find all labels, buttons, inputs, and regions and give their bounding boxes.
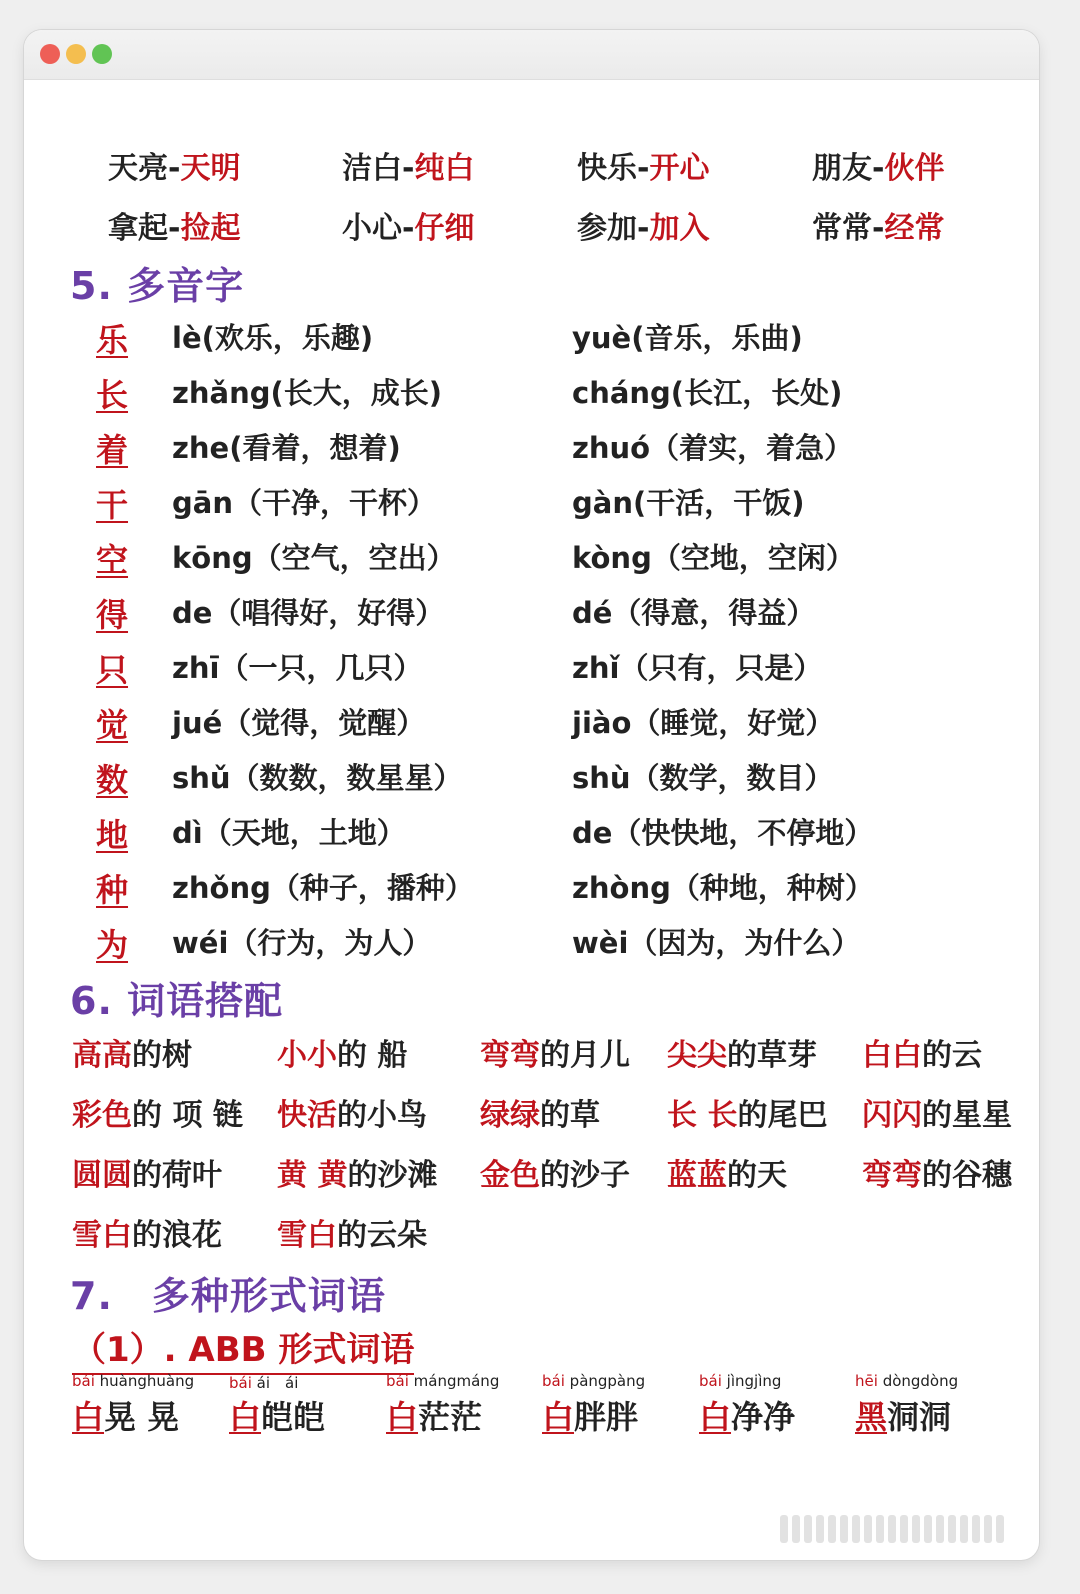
polyphone-char: 得 (96, 596, 129, 634)
abb-chars: 白净净 (699, 1398, 796, 1436)
synonym-pair: 参加-加入 (577, 211, 710, 246)
polyphone-reading-2: kòng（空地，空闲） (572, 541, 855, 575)
polyphone-char: 只 (96, 651, 129, 689)
abb-chars: 白皑皑 (229, 1398, 326, 1436)
collocation-phrase: 白白的云 (862, 1038, 982, 1073)
abb-chars: 白茫茫 (386, 1398, 483, 1436)
collocation-phrase: 彩色的 项 链 (72, 1098, 243, 1133)
synonym-pair: 常常-经常 (812, 211, 945, 246)
synonym-pair: 拿起-捡起 (108, 211, 241, 246)
polyphone-reading-2: jiào（睡觉，好觉） (572, 706, 835, 740)
synonym-pair: 天亮-天明 (108, 151, 241, 186)
polyphone-reading-2: zhuó（着实，着急） (572, 431, 854, 465)
collocation-phrase: 蓝蓝的天 (667, 1158, 787, 1193)
section-title-word-forms: 7. 多种形式词语 (70, 1274, 386, 1318)
watermark-bars (780, 1515, 1040, 1547)
subsection-title-abb: （1）. ABB 形式词语 (72, 1322, 414, 1375)
collocation-phrase: 黄 黄的沙滩 (277, 1158, 438, 1193)
polyphone-reading-1: shǔ（数数，数星星） (172, 761, 463, 795)
collocation-phrase: 雪白的浪花 (72, 1218, 222, 1253)
synonym-pair: 快乐-开心 (577, 151, 710, 186)
abb-chars: 白胖胖 (542, 1398, 639, 1436)
collocation-phrase: 雪白的云朵 (277, 1218, 427, 1253)
abb-word (72, 1372, 222, 1438)
document-content (24, 30, 1039, 1560)
collocation-phrase: 小小的 船 (277, 1038, 408, 1073)
abb-word (386, 1372, 536, 1438)
polyphone-reading-2: zhòng（种地，种树） (572, 871, 874, 905)
abb-word (229, 1372, 379, 1438)
polyphone-char: 数 (96, 761, 129, 799)
collocation-phrase: 绿绿的草 (480, 1098, 600, 1133)
collocation-phrase: 闪闪的星星 (862, 1098, 1012, 1133)
abb-pinyin: bái ái ái (229, 1374, 299, 1392)
polyphone-reading-1: kōng（空气，空出） (172, 541, 456, 575)
polyphone-reading-1: dì（天地，土地） (172, 816, 406, 850)
polyphone-char: 种 (96, 871, 129, 909)
collocation-phrase: 弯弯的月儿 (480, 1038, 630, 1073)
polyphone-reading-1: de（唱得好，好得） (172, 596, 445, 630)
polyphone-reading-1: zhe(看着，想着) (172, 431, 401, 465)
polyphone-reading-1: wéi（行为，为人） (172, 926, 432, 960)
polyphone-reading-2: wèi（因为，为什么） (572, 926, 861, 960)
document-window (24, 30, 1039, 1560)
collocation-phrase: 高高的树 (72, 1038, 192, 1073)
polyphone-char: 乐 (96, 321, 129, 359)
collocation-phrase: 圆圆的荷叶 (72, 1158, 222, 1193)
polyphone-reading-2: gàn(干活，干饭) (572, 486, 805, 520)
collocation-phrase: 弯弯的谷穗 (862, 1158, 1012, 1193)
polyphone-reading-2: shù（数学，数目） (572, 761, 834, 795)
polyphone-char: 长 (96, 376, 129, 414)
polyphone-reading-2: zhǐ（只有，只是） (572, 651, 823, 685)
polyphone-char: 干 (96, 486, 129, 524)
polyphone-reading-1: jué（觉得，觉醒） (172, 706, 426, 740)
abb-pinyin: bái pàngpàng (542, 1372, 646, 1390)
abb-pinyin: bái jìngjìng (699, 1372, 782, 1390)
synonym-pair: 小心-仔细 (342, 211, 475, 246)
abb-pinyin: hēi dòngdòng (855, 1372, 959, 1390)
abb-word (699, 1372, 849, 1438)
polyphone-reading-1: gān（干净，干杯） (172, 486, 436, 520)
section-title-polyphones: 5. 多音字 (70, 264, 245, 308)
polyphone-reading-1: zhǒng（种子，播种） (172, 871, 474, 905)
polyphone-char: 空 (96, 541, 129, 579)
collocation-phrase: 长 长的尾巴 (667, 1098, 828, 1133)
abb-word (542, 1372, 692, 1438)
collocation-phrase: 金色的沙子 (480, 1158, 630, 1193)
abb-word (855, 1372, 1005, 1438)
polyphone-reading-2: cháng(长江，长处) (572, 376, 843, 410)
polyphone-reading-2: yuè(音乐，乐曲) (572, 321, 803, 355)
abb-chars: 白晃 晃 (72, 1398, 180, 1436)
polyphone-char: 为 (96, 926, 129, 964)
abb-pinyin: bái huànghuàng (72, 1372, 195, 1390)
synonym-pair: 洁白-纯白 (342, 151, 475, 186)
polyphone-reading-2: de（快快地，不停地） (572, 816, 874, 850)
abb-chars: 黑洞洞 (855, 1398, 952, 1436)
abb-pinyin: bái mángmáng (386, 1372, 500, 1390)
collocation-phrase: 快活的小鸟 (277, 1098, 427, 1133)
polyphone-reading-1: lè(欢乐，乐趣) (172, 321, 374, 355)
polyphone-char: 着 (96, 431, 129, 469)
polyphone-char: 地 (96, 816, 129, 854)
polyphone-reading-1: zhī（一只，几只） (172, 651, 423, 685)
polyphone-reading-2: dé（得意，得益） (572, 596, 816, 630)
polyphone-reading-1: zhǎng(长大，成长) (172, 376, 443, 410)
collocation-phrase: 尖尖的草芽 (667, 1038, 817, 1073)
polyphone-char: 觉 (96, 706, 129, 744)
section-title-collocations: 6. 词语搭配 (70, 979, 284, 1023)
synonym-pair: 朋友-伙伴 (812, 151, 945, 186)
